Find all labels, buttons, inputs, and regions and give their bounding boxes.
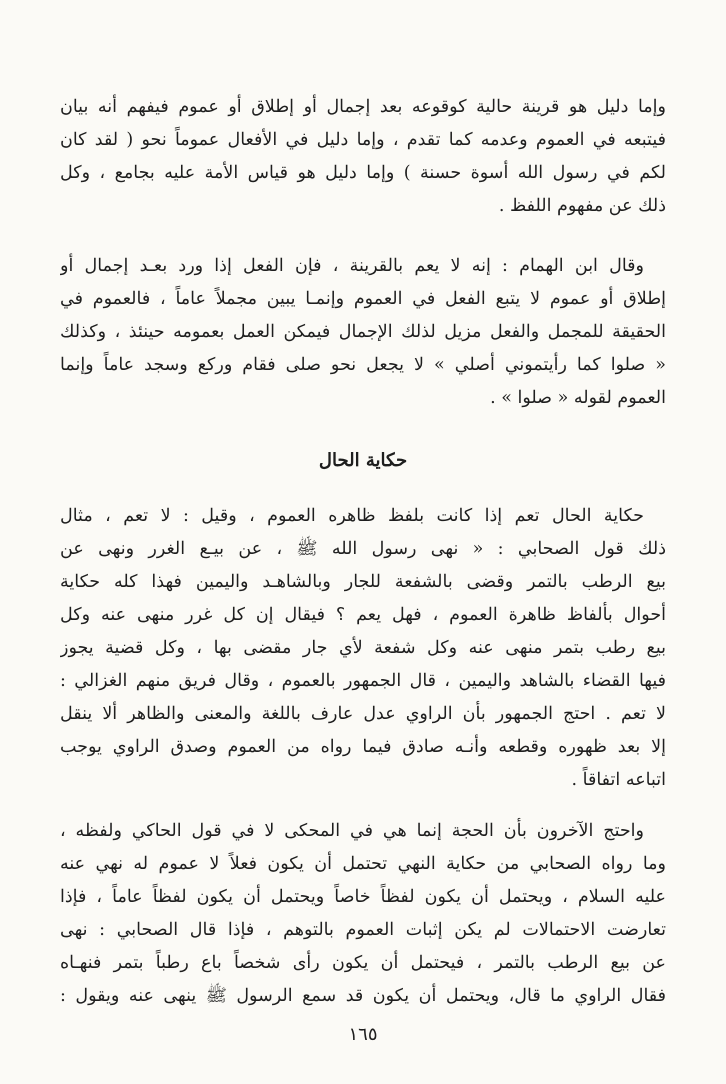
page-number: ١٦٥: [348, 1024, 378, 1045]
text-line: الحقيقة للمجمل والفعل مزيل لذلك الإجمال فيمكن العمل بعمومه حينئذ ، وكذلك: [60, 322, 666, 342]
text-line: عليه السلام ، ويحتمل أن يكون لفظاً خاصاً ويحتمل أن يكون لفظاً عاماً ، فإذا: [60, 887, 666, 907]
paragraph-4: [60, 815, 666, 1013]
text-line: ذلك قول الصحابي : « نهى رسول الله ﷺ ، عن بيـع الغرر ونهى عن: [60, 539, 666, 559]
text-line: تعارضت الاحتمالات لم يكن إثبات العموم بالتوهم ، فإذا قال الصحابي : نهى: [60, 920, 666, 940]
text-line: وقال ابن الهمام : إنه لا يعم بالقرينة ، فإن الفعل إذا ورد بعـد إجمال أو: [60, 256, 644, 276]
text-line: إطلاق أو عموم لا يتبع الفعل في العموم وإنمـا يبين مجملاً عاماً ، فالعموم في: [60, 289, 666, 309]
section-heading: حكاية الحال: [318, 450, 408, 471]
text-line: اتباعه اتفاقاً .: [571, 770, 666, 790]
text-line: بيع الرطب بالتمر وقضى بالشفعة للجار وبالشاهـد واليمين فهذا كله حكاية: [60, 572, 666, 592]
text-line: العموم لقوله « صلوا » .: [490, 388, 666, 408]
text-line: « صلوا كما رأيتموني أصلي » لا يجعل نحو صلى فقام وركع وسجد عاماً وإنما: [60, 355, 666, 375]
text-line: حكاية الحال تعم إذا كانت بلفظ ظاهره العموم ، وقيل : لا تعم ، مثال: [60, 506, 644, 526]
text-line: واحتج الآخرون بأن الحجة إنما هي في المحكى لا في قول الحاكي ولفظه ،: [60, 821, 644, 841]
text-line: فقال الراوي ما قال، ويحتمل أن يكون قد سمع الرسول ﷺ ينهى عنه ويقول :: [60, 986, 666, 1006]
text-line: لكم في رسول الله أسوة حسنة ) وإما دليل هو قياس الأمة عليه بجامع ، وكل: [60, 163, 666, 183]
paragraph-2: [60, 250, 666, 415]
text-line: عن بيع الرطب بالتمر ، فيحتمل أن يكون رأى شخصاً باع رطباً بتمر فنهـاه: [60, 953, 666, 973]
text-line: وإما دليل هو قرينة حالية كوقوعه بعد إجمال أو إطلاق أو عموم فيفهم أنه بيان: [60, 97, 666, 117]
text-line: أحوال بألفاظ ظاهرة العموم ، فهل يعم ؟ فيقال إن كل غرر منهى عنه وكل: [60, 605, 666, 625]
text-line: بيع رطب بتمر منهى عنه وكل شفعة لأي جار مقضى بها ، وكل قضية يجوز: [60, 638, 666, 658]
text-line: فيها القضاء بالشاهد واليمين ، قال الجمهور بالعموم ، وقال فريق منهم الغزالي :: [60, 671, 666, 691]
text-line: إلا بعد ظهوره وقطعه وأنـه صادق فيما رواه من العموم وصدق الراوي يوجب: [60, 737, 666, 757]
text-line: ذلك عن مفهوم اللفظ .: [498, 196, 666, 216]
paragraph-3: [60, 500, 666, 797]
paragraph-1: [60, 91, 666, 223]
text-line: فيتبعه في العموم وعدمه كما تقدم ، وإما دليل في الأفعال عموماً نحو ( لقد كان: [60, 130, 666, 150]
text-line: وما رواه الصحابي من حكاية النهي تحتمل أن يكون فعلاً لا عموم له نهي عنه: [60, 854, 666, 874]
text-line: لا تعم . احتج الجمهور بأن الراوي عدل عارف باللغة والمعنى والظاهر ألا ينقل: [60, 704, 666, 724]
